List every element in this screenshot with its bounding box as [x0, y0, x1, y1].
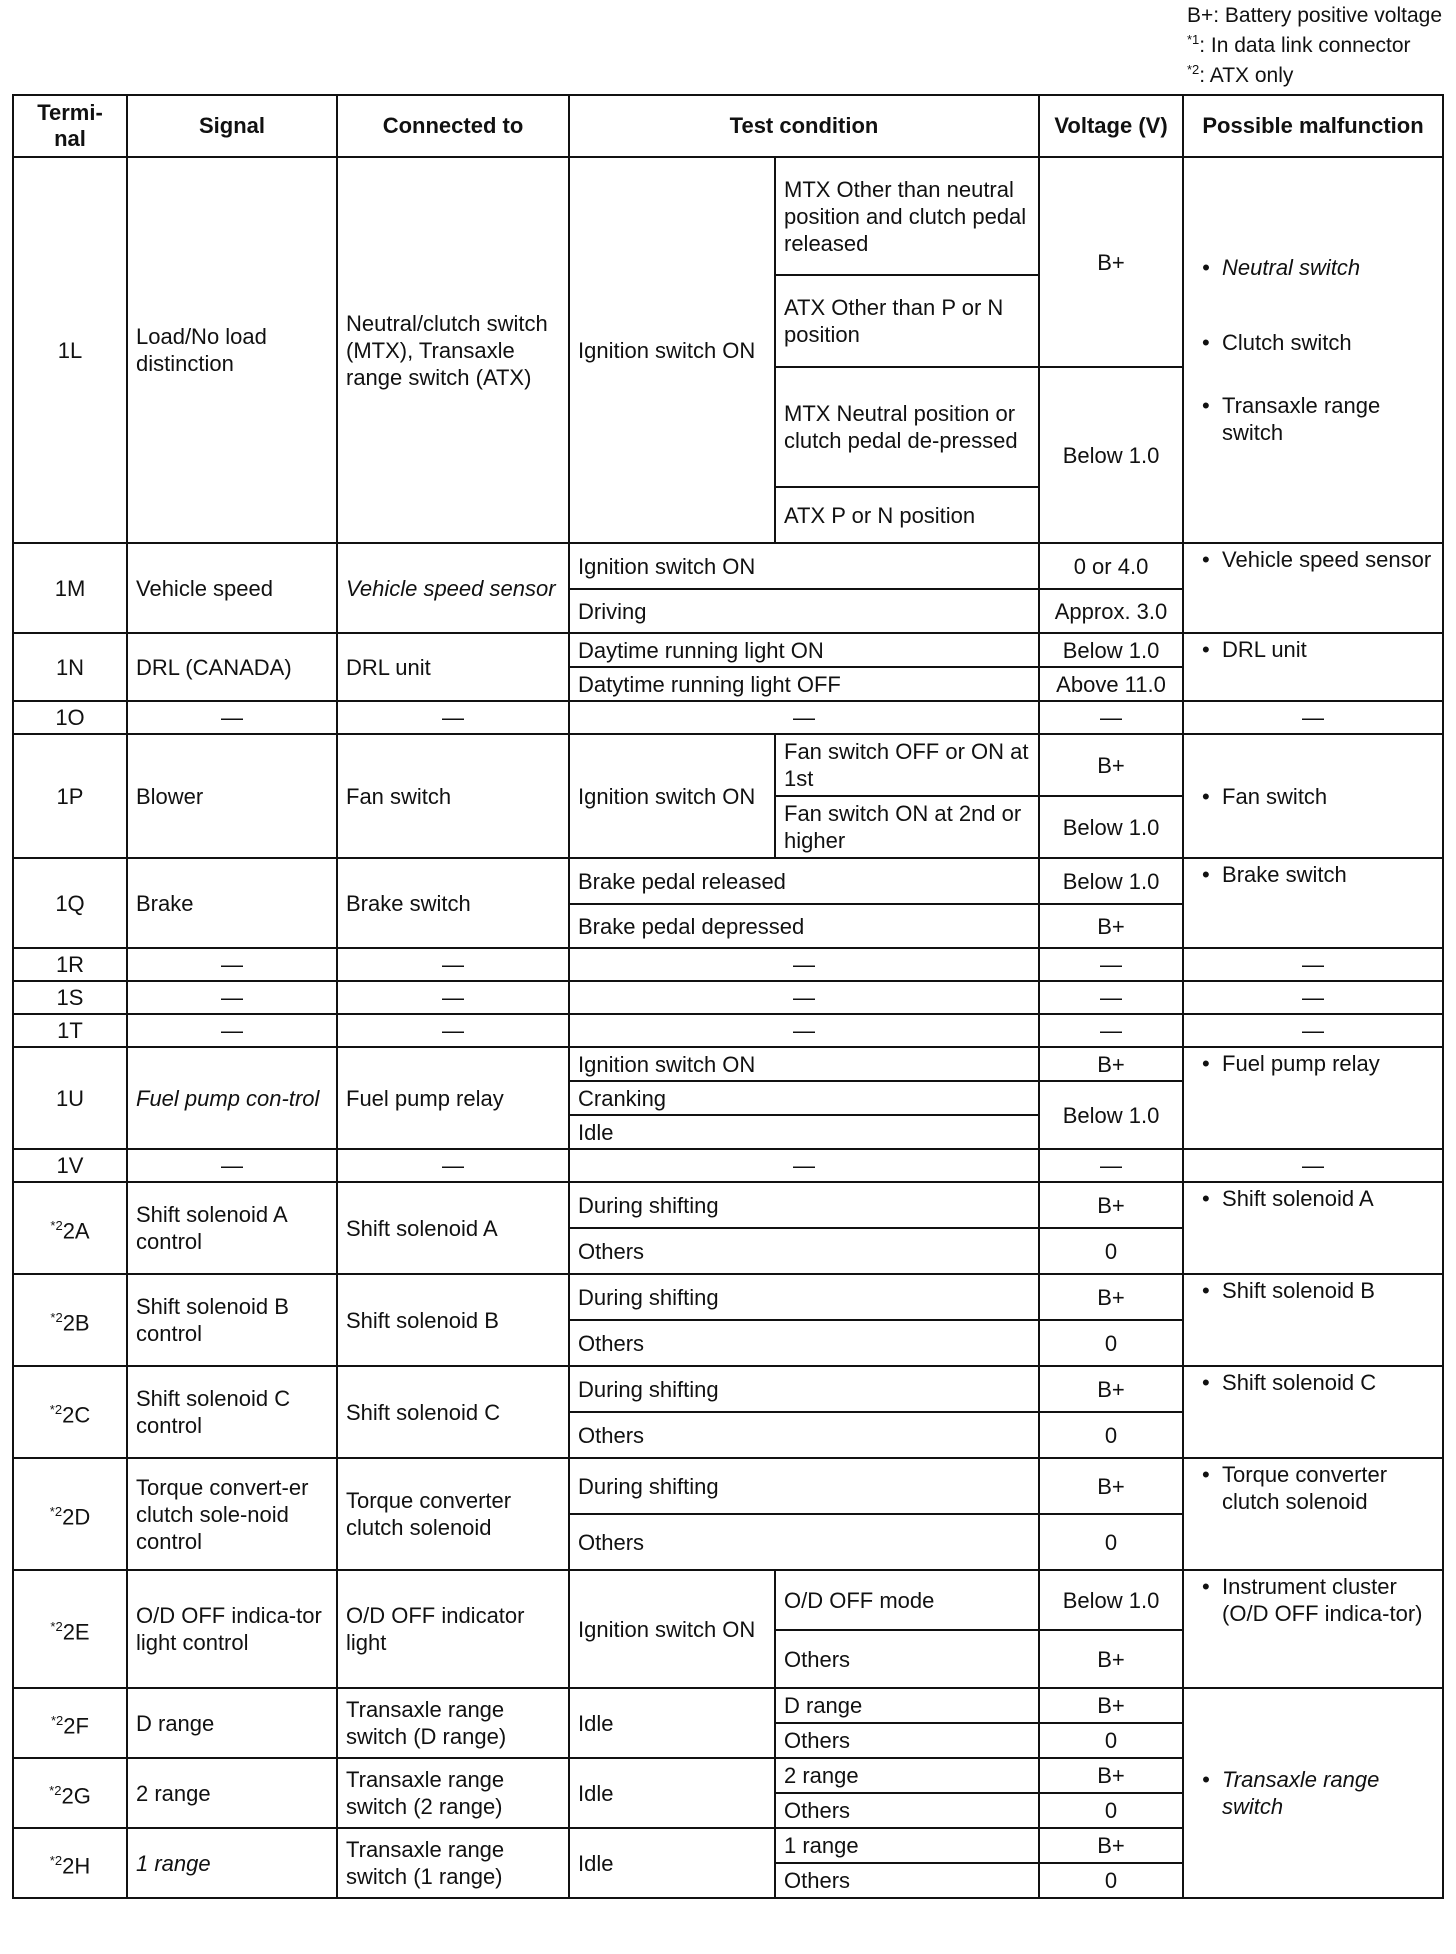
condition-cell: Ignition switch ON: [569, 1570, 775, 1688]
voltage-cell: B+: [1039, 1758, 1183, 1793]
table-row: [13, 633, 1443, 667]
condition-cell: Ignition switch ON: [569, 734, 775, 858]
voltage-cell: B+: [1039, 1828, 1183, 1863]
malfunction-cell: —: [1183, 1149, 1443, 1182]
terminal-label: 2B: [62, 1310, 90, 1336]
connected-cell: DRL unit: [337, 633, 569, 701]
subcondition-cell: Others: [775, 1723, 1039, 1758]
voltage-cell: B+: [1039, 904, 1183, 948]
voltage-cell: 0: [1039, 1228, 1183, 1274]
header-row: [13, 95, 1443, 157]
connected-cell: Fuel pump relay: [337, 1047, 569, 1149]
terminal-cell: 1T: [13, 1014, 127, 1047]
signal-cell: 1 range: [127, 1828, 337, 1898]
terminal-label: 2E: [62, 1619, 90, 1645]
signal-cell: DRL (CANADA): [127, 633, 337, 701]
table-row: [13, 1458, 1443, 1514]
voltage-cell: 0: [1039, 1320, 1183, 1366]
signal-cell: 2 range: [127, 1758, 337, 1828]
malfunction-cell: [1183, 157, 1443, 543]
malfunction-cell: [1183, 734, 1443, 858]
terminal-label: 2A: [62, 1218, 90, 1244]
connected-cell: —: [337, 1014, 569, 1047]
legend-note-2: [1187, 58, 1442, 88]
signal-cell: —: [127, 1149, 337, 1182]
malfunction-cell: [1183, 858, 1443, 948]
subcondition-cell: Others: [775, 1863, 1039, 1898]
condition-cell: Others: [569, 1514, 1039, 1570]
signal-cell: O/D OFF indica-tor light control: [127, 1570, 337, 1688]
voltage-cell: B+: [1039, 157, 1183, 367]
legend-note-2-mark: *2: [1186, 62, 1200, 77]
malfunction-cell: [1183, 1688, 1443, 1898]
terminal-label: 2F: [63, 1713, 89, 1739]
condition-cell: —: [569, 701, 1039, 734]
table-row: [13, 157, 1443, 275]
terminal-cell: 1P: [13, 734, 127, 858]
header-signal: Signal: [127, 95, 337, 157]
voltage-cell: Below 1.0: [1039, 796, 1183, 858]
voltage-cell: 0: [1039, 1863, 1183, 1898]
connected-cell: Neutral/clutch switch (MTX), Transaxle range switch (ATX): [337, 157, 569, 543]
terminal-label: 2G: [61, 1783, 91, 1809]
condition-cell: —: [569, 1149, 1039, 1182]
malfunction-item: • Fuel pump relay: [1192, 1050, 1434, 1077]
condition-cell: Idle: [569, 1828, 775, 1898]
voltage-cell: B+: [1039, 1182, 1183, 1228]
connected-cell: Torque converter clutch solenoid: [337, 1458, 569, 1570]
malfunction-cell: [1183, 543, 1443, 633]
table-row: [13, 1274, 1443, 1320]
condition-cell: Brake pedal released: [569, 858, 1039, 904]
malfunction-item: • Instrument cluster (O/D OFF indica-tor): [1192, 1573, 1434, 1627]
condition-cell: During shifting: [569, 1182, 1039, 1228]
condition-cell: Cranking: [569, 1081, 1039, 1115]
malfunction-item: • Shift solenoid C: [1192, 1369, 1434, 1396]
subcondition-cell: Others: [775, 1793, 1039, 1828]
voltage-cell: 0: [1039, 1793, 1183, 1828]
malfunction-cell: [1183, 1182, 1443, 1274]
table-row: [13, 1366, 1443, 1412]
signal-cell: Blower: [127, 734, 337, 858]
subcondition-cell: MTX Neutral position or clutch pedal de-pressed: [775, 367, 1039, 487]
subcondition-cell: 1 range: [775, 1828, 1039, 1863]
terminal-label: 2C: [62, 1402, 91, 1428]
terminal-mark: *2: [50, 1217, 63, 1233]
condition-cell: Brake pedal depressed: [569, 904, 1039, 948]
header-malfunction: Possible malfunction: [1183, 95, 1443, 157]
connected-cell: Brake switch: [337, 858, 569, 948]
terminal-label: 2D: [62, 1504, 91, 1530]
malfunction-cell: [1183, 1366, 1443, 1458]
malfunction-item: • Transaxle range switch: [1192, 1766, 1434, 1820]
subcondition-cell: ATX Other than P or N position: [775, 275, 1039, 367]
table-row: [13, 948, 1443, 981]
header-test-condition: Test condition: [569, 95, 1039, 157]
table-row: [13, 1570, 1443, 1630]
condition-cell: Ignition switch ON: [569, 157, 775, 543]
voltage-cell: Below 1.0: [1039, 1570, 1183, 1630]
signal-cell: —: [127, 948, 337, 981]
terminal-mark: *2: [49, 1401, 63, 1417]
terminal-mark: *2: [51, 1712, 64, 1728]
malfunction-item: • Transaxle range switch: [1192, 392, 1434, 446]
signal-cell: Shift solenoid A control: [127, 1182, 337, 1274]
subcondition-cell: Fan switch ON at 2nd or higher: [775, 796, 1039, 858]
condition-cell: Idle: [569, 1688, 775, 1758]
connected-cell: Vehicle speed sensor: [337, 543, 569, 633]
condition-cell: During shifting: [569, 1274, 1039, 1320]
terminal-cell: 1L: [13, 157, 127, 543]
condition-cell: Idle: [569, 1758, 775, 1828]
malfunction-cell: [1183, 633, 1443, 701]
header-connected: Connected to: [337, 95, 569, 157]
table-row: [13, 858, 1443, 904]
malfunction-cell: —: [1183, 1014, 1443, 1047]
condition-cell: Others: [569, 1412, 1039, 1458]
condition-cell: —: [569, 948, 1039, 981]
voltage-cell: Below 1.0: [1039, 367, 1183, 543]
voltage-cell: —: [1039, 701, 1183, 734]
signal-cell: Fuel pump con-trol: [127, 1047, 337, 1149]
legend-bplus: B+: Battery positive voltage: [1186, 4, 1442, 27]
condition-cell: Driving: [569, 589, 1039, 633]
signal-cell: Brake: [127, 858, 337, 948]
terminal-cell: [13, 1366, 127, 1458]
condition-cell: Daytime running light ON: [569, 633, 1039, 667]
voltage-cell: Below 1.0: [1039, 633, 1183, 667]
terminal-cell: 1U: [13, 1047, 127, 1149]
voltage-cell: Below 1.0: [1039, 858, 1183, 904]
voltage-cell: Below 1.0: [1039, 1081, 1183, 1149]
signal-cell: D range: [127, 1688, 337, 1758]
table-row: [13, 1014, 1443, 1047]
voltage-cell: 0: [1039, 1723, 1183, 1758]
terminal-cell: [13, 1182, 127, 1274]
malfunction-cell: [1183, 1274, 1443, 1366]
connected-cell: Transaxle range switch (D range): [337, 1688, 569, 1758]
legend-note-1-text: : In data link connector: [1199, 34, 1411, 57]
connected-cell: —: [337, 701, 569, 734]
terminal-cell: 1N: [13, 633, 127, 701]
condition-cell: Others: [569, 1320, 1039, 1366]
malfunction-cell: —: [1183, 701, 1443, 734]
signal-cell: Shift solenoid B control: [127, 1274, 337, 1366]
malfunction-cell: —: [1183, 981, 1443, 1014]
terminal-mark: *2: [49, 1852, 63, 1868]
voltage-cell: —: [1039, 981, 1183, 1014]
connected-cell: —: [337, 1149, 569, 1182]
condition-cell: Others: [569, 1228, 1039, 1274]
voltage-cell: B+: [1039, 1688, 1183, 1723]
condition-cell: During shifting: [569, 1458, 1039, 1514]
terminal-cell: [13, 1458, 127, 1570]
malfunction-item: • DRL unit: [1192, 636, 1434, 663]
terminal-cell: 1M: [13, 543, 127, 633]
malfunction-cell: [1183, 1047, 1443, 1149]
condition-cell: During shifting: [569, 1366, 1039, 1412]
terminal-mark: *2: [49, 1782, 62, 1798]
signal-cell: Torque convert-er clutch sole-noid control: [127, 1458, 337, 1570]
terminal-cell: [13, 1570, 127, 1688]
malfunction-cell: —: [1183, 948, 1443, 981]
malfunction-item: • Clutch switch: [1192, 329, 1434, 356]
terminal-cell: [13, 1688, 127, 1758]
subcondition-cell: ATX P or N position: [775, 487, 1039, 543]
legend-note-1-mark: *1: [1186, 32, 1200, 47]
voltage-cell: Approx. 3.0: [1039, 589, 1183, 633]
terminal-cell: 1V: [13, 1149, 127, 1182]
terminal-cell: 1O: [13, 701, 127, 734]
terminal-mark: *2: [49, 1503, 63, 1519]
header-terminal: Termi-nal: [13, 95, 127, 157]
condition-cell: Ignition switch ON: [569, 543, 1039, 589]
connected-cell: Transaxle range switch (1 range): [337, 1828, 569, 1898]
malfunction-item: • Shift solenoid B: [1192, 1277, 1434, 1304]
terminal-cell: 1R: [13, 948, 127, 981]
condition-cell: Ignition switch ON: [569, 1047, 1039, 1081]
connected-cell: —: [337, 948, 569, 981]
subcondition-cell: Fan switch OFF or ON at 1st: [775, 734, 1039, 796]
signal-cell: Vehicle speed: [127, 543, 337, 633]
table-row: [13, 701, 1443, 734]
connected-cell: Shift solenoid C: [337, 1366, 569, 1458]
voltage-cell: 0 or 4.0: [1039, 543, 1183, 589]
subcondition-cell: 2 range: [775, 1758, 1039, 1793]
table-row: [13, 1182, 1443, 1228]
legend: [1187, 4, 1442, 88]
table-row: [13, 981, 1443, 1014]
malfunction-cell: [1183, 1458, 1443, 1570]
malfunction-item: • Brake switch: [1192, 861, 1434, 888]
subcondition-cell: Others: [775, 1630, 1039, 1688]
terminal-cell: [13, 1828, 127, 1898]
legend-note-1: [1187, 28, 1442, 58]
connected-cell: Shift solenoid B: [337, 1274, 569, 1366]
malfunction-item: • Fan switch: [1192, 783, 1434, 810]
signal-cell: —: [127, 981, 337, 1014]
terminal-cell: 1S: [13, 981, 127, 1014]
condition-cell: —: [569, 981, 1039, 1014]
table-row: [13, 1688, 1443, 1723]
malfunction-item: • Shift solenoid A: [1192, 1185, 1434, 1212]
connected-cell: Shift solenoid A: [337, 1182, 569, 1274]
condition-cell: —: [569, 1014, 1039, 1047]
malfunction-item: • Vehicle speed sensor: [1192, 546, 1434, 573]
terminal-cell: [13, 1758, 127, 1828]
table-row: [13, 1149, 1443, 1182]
signal-cell: Load/No load distinction: [127, 157, 337, 543]
voltage-cell: —: [1039, 1149, 1183, 1182]
table-row: [13, 543, 1443, 589]
terminal-cell: 1Q: [13, 858, 127, 948]
connected-cell: —: [337, 981, 569, 1014]
header-voltage: Voltage (V): [1039, 95, 1183, 157]
subcondition-cell: O/D OFF mode: [775, 1570, 1039, 1630]
malfunction-item: • Neutral switch: [1192, 254, 1434, 281]
voltage-cell: B+: [1039, 1458, 1183, 1514]
connected-cell: O/D OFF indicator light: [337, 1570, 569, 1688]
malfunction-item: • Torque converter clutch solenoid: [1192, 1461, 1434, 1515]
signal-cell: Shift solenoid C control: [127, 1366, 337, 1458]
voltage-cell: —: [1039, 948, 1183, 981]
voltage-cell: B+: [1039, 1274, 1183, 1320]
malfunction-cell: [1183, 1570, 1443, 1688]
condition-cell: Idle: [569, 1115, 1039, 1149]
signal-cell: —: [127, 701, 337, 734]
voltage-cell: 0: [1039, 1412, 1183, 1458]
voltage-cell: B+: [1039, 1366, 1183, 1412]
table-row: [13, 1047, 1443, 1081]
terminal-cell: [13, 1274, 127, 1366]
voltage-cell: B+: [1039, 734, 1183, 796]
table-row: [13, 734, 1443, 796]
connected-cell: Transaxle range switch (2 range): [337, 1758, 569, 1828]
voltage-cell: B+: [1039, 1630, 1183, 1688]
voltage-cell: —: [1039, 1014, 1183, 1047]
condition-cell: Datytime running light OFF: [569, 667, 1039, 701]
terminal-voltage-table: [12, 94, 1444, 1899]
signal-cell: —: [127, 1014, 337, 1047]
terminal-mark: *2: [50, 1309, 63, 1325]
terminal-mark: *2: [50, 1618, 63, 1634]
connected-cell: Fan switch: [337, 734, 569, 858]
subcondition-cell: MTX Other than neutral position and clutch pedal released: [775, 157, 1039, 275]
voltage-cell: Above 11.0: [1039, 667, 1183, 701]
voltage-cell: B+: [1039, 1047, 1183, 1081]
subcondition-cell: D range: [775, 1688, 1039, 1723]
legend-note-2-text: : ATX only: [1199, 64, 1294, 87]
voltage-cell: 0: [1039, 1514, 1183, 1570]
terminal-label: 2H: [62, 1853, 91, 1879]
